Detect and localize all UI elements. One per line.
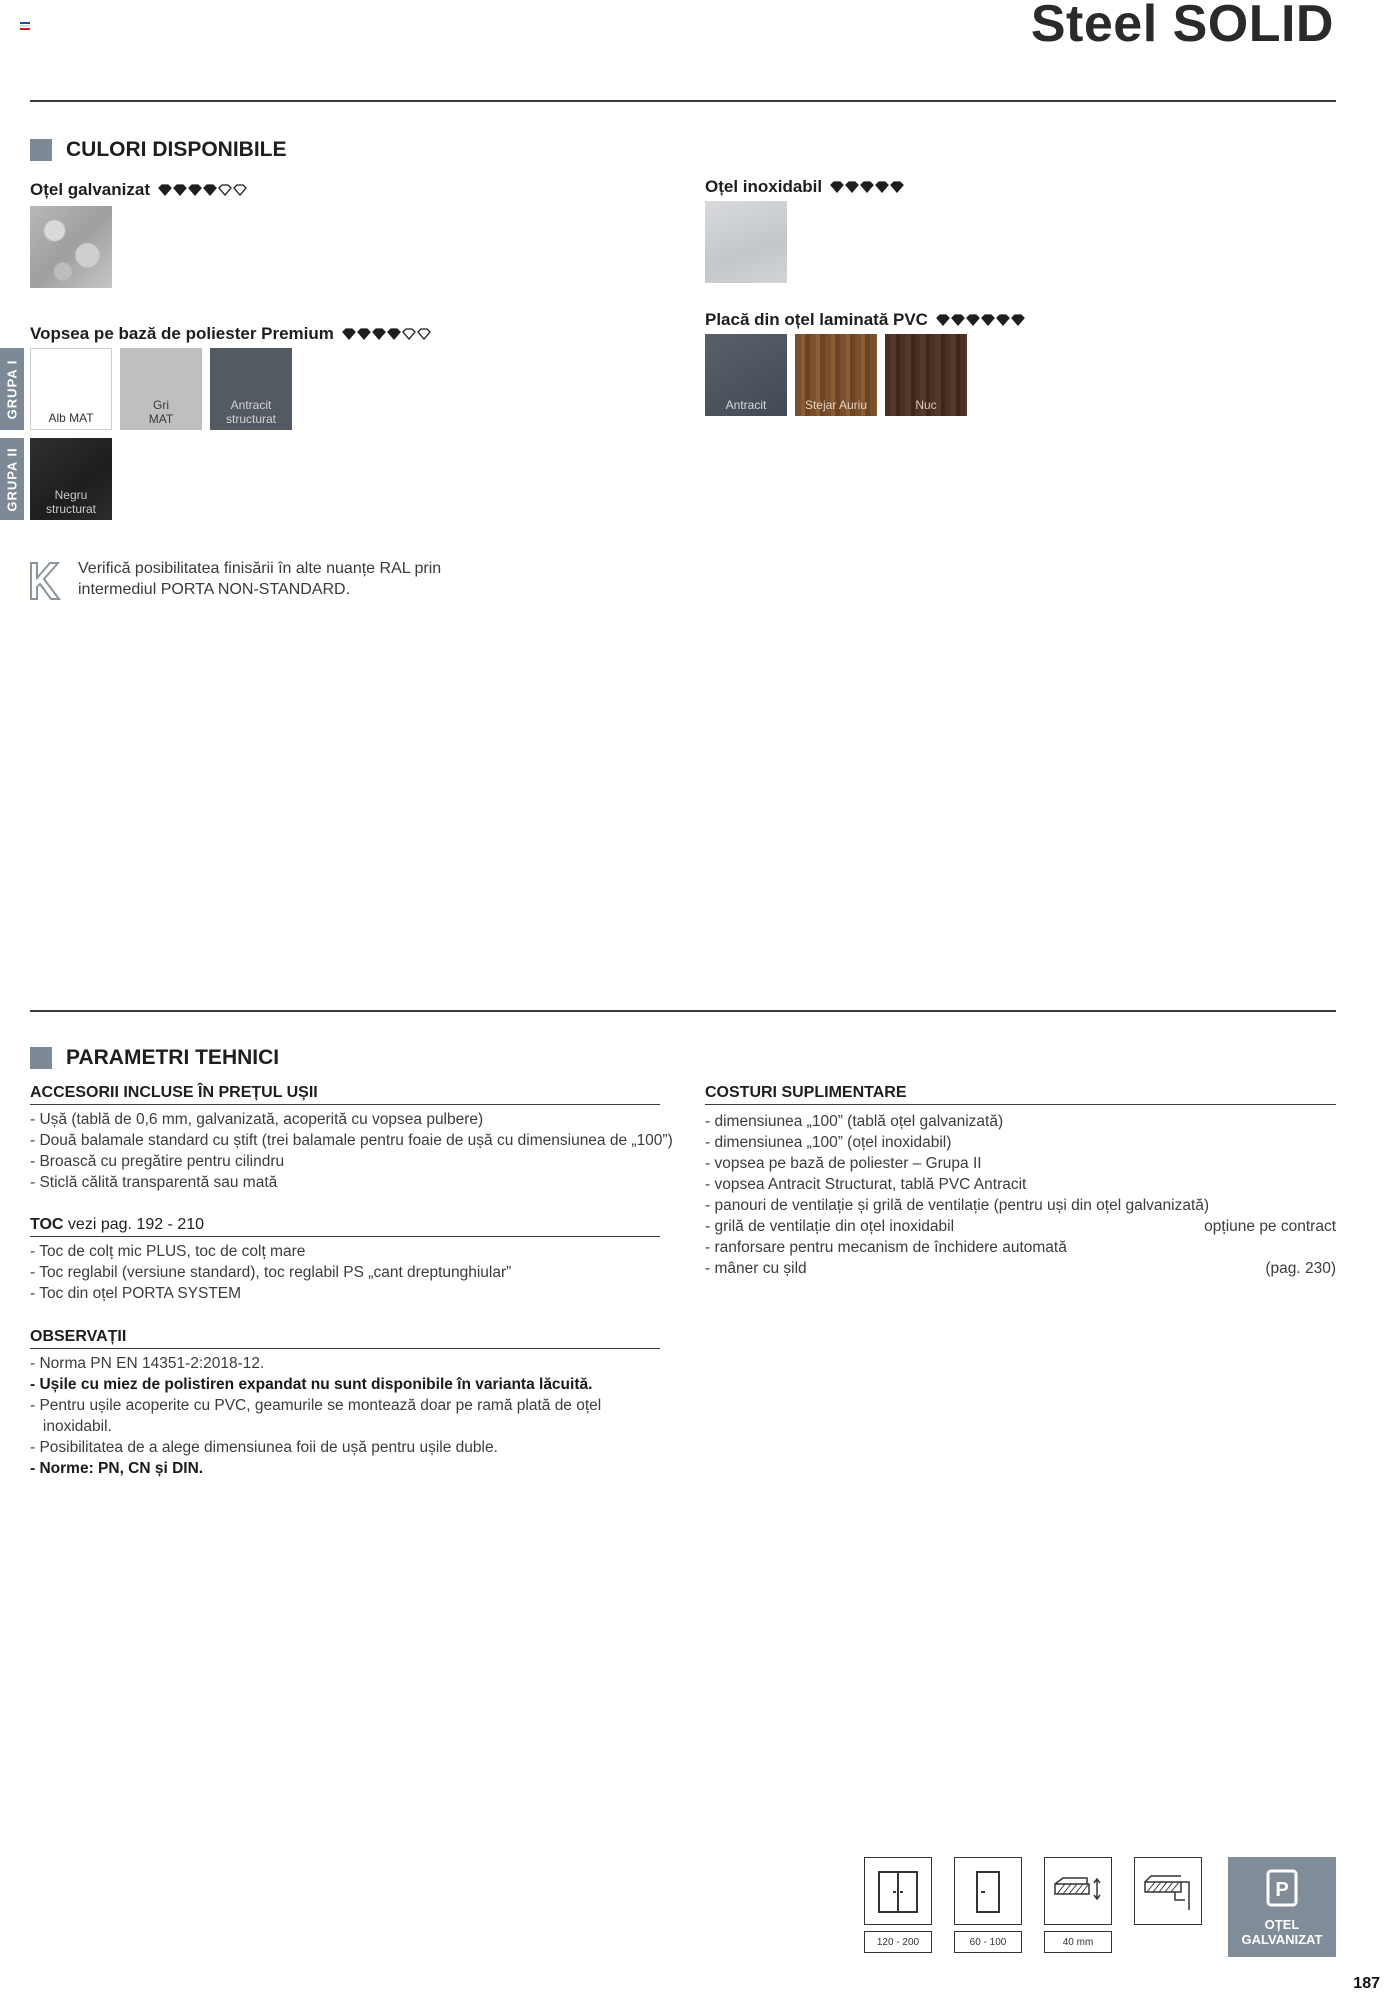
list-item: - ranforsare pentru mecanism de închidere automată bbox=[705, 1239, 1067, 1256]
polyester-label bbox=[30, 324, 432, 344]
accessories-title: ACCESORII INCLUSE ÎN PREȚUL UȘII bbox=[30, 1084, 660, 1105]
list-item bbox=[705, 1258, 1336, 1279]
non-standard-k-icon bbox=[28, 560, 62, 602]
toc-title bbox=[30, 1216, 660, 1237]
diamond-filled-icon bbox=[966, 314, 980, 326]
galvanized-label bbox=[30, 180, 248, 200]
note-line-1: Verifică posibilitatea finisării în alte nuanțe RAL prin bbox=[78, 560, 442, 577]
list-item: inoxidabil. bbox=[30, 1418, 112, 1435]
tech-section-heading bbox=[30, 1046, 279, 1070]
list-item: - Pentru ușile acoperite cu PVC, geamurile se montează doar pe ramă plată de oțel bbox=[30, 1397, 602, 1414]
thickness-caption: 40 mm bbox=[1044, 1931, 1112, 1953]
colors-section-heading bbox=[30, 138, 287, 162]
diamond-filled-icon bbox=[890, 181, 904, 193]
pvc-label bbox=[705, 310, 1026, 330]
single-door-icon bbox=[954, 1857, 1022, 1925]
list-item: - dimensiunea „100” (tablă oțel galvanizată) bbox=[705, 1113, 1004, 1130]
option-contract-text: opțiune pe contract bbox=[1204, 1218, 1336, 1235]
stainless-label-text: Oțel inoxidabil bbox=[705, 177, 823, 196]
toc-block bbox=[30, 1216, 660, 1304]
flag-stripe-blue bbox=[20, 22, 30, 24]
observations-title: OBSERVAȚII bbox=[30, 1328, 660, 1349]
flag-stripe-red bbox=[20, 28, 30, 30]
observations-block bbox=[30, 1328, 660, 1479]
double-door-size-spec bbox=[864, 1857, 932, 1953]
swatch-alb-mat-line1: Alb MAT bbox=[48, 411, 94, 425]
group1-label-text: GRUPA I bbox=[4, 359, 20, 419]
polyester-rating bbox=[342, 328, 432, 340]
section-square-icon bbox=[30, 139, 52, 161]
diamond-filled-icon bbox=[830, 181, 844, 193]
swatch-antracit-line1: Antracit bbox=[230, 398, 272, 412]
swatch-pvc-antracit bbox=[705, 334, 787, 416]
diamond-outline-icon bbox=[402, 328, 416, 340]
pvc-rating bbox=[936, 314, 1026, 326]
double-door-icon bbox=[864, 1857, 932, 1925]
otel-galvanizat-badge bbox=[1228, 1857, 1336, 1957]
door-thickness-icon bbox=[1044, 1857, 1112, 1925]
single-door-caption: 60 - 100 bbox=[954, 1931, 1022, 1953]
otel-badge-line2: GALVANIZAT bbox=[1241, 1932, 1323, 1947]
page-number: 187 bbox=[1353, 1975, 1380, 1992]
swatch-pvc-nuc bbox=[885, 334, 967, 416]
list-item: - panouri de ventilație și grilă de ventilație (pentru uși din oțel galvanizată) bbox=[705, 1197, 1210, 1214]
list-item-text: - grilă de ventilație din oțel inoxidabil bbox=[705, 1218, 955, 1235]
toc-list bbox=[30, 1241, 660, 1304]
accessories-block bbox=[30, 1084, 673, 1193]
diamond-filled-icon bbox=[188, 184, 202, 196]
thickness-spec bbox=[1044, 1857, 1112, 1953]
list-item: - vopsea Antracit Structurat, tablă PVC Antracit bbox=[705, 1176, 1027, 1193]
diamond-outline-icon bbox=[233, 184, 247, 196]
group2-label bbox=[0, 438, 24, 520]
colors-heading-text: CULORI DISPONIBILE bbox=[66, 138, 287, 161]
diamond-filled-icon bbox=[342, 328, 356, 340]
list-item bbox=[705, 1216, 1336, 1237]
group2-label-text: GRUPA II bbox=[4, 446, 20, 512]
page-ref-link[interactable]: (pag. 230) bbox=[1265, 1260, 1336, 1277]
swatch-stainless bbox=[705, 201, 787, 283]
diamond-filled-icon bbox=[996, 314, 1010, 326]
flag-icon bbox=[20, 22, 30, 29]
galvanized-label-text: Oțel galvanizat bbox=[30, 180, 150, 199]
list-item: - Două balamale standard cu știft (trei balamale pentru foaie de ușă cu dimensiunea de „100”) bbox=[30, 1132, 673, 1149]
list-item: - Toc reglabil (versiune standard), toc reglabil PS „cant dreptunghiular” bbox=[30, 1264, 512, 1281]
swatch-antracit-line2: structurat bbox=[225, 412, 276, 426]
observations-list bbox=[30, 1353, 660, 1479]
swatch-antracit-structurat bbox=[210, 348, 292, 430]
porta-logo-icon bbox=[1262, 1867, 1302, 1909]
diamond-filled-icon bbox=[203, 184, 217, 196]
non-standard-note bbox=[78, 558, 498, 600]
list-item: - Toc de colț mic PLUS, toc de colț mare bbox=[30, 1243, 306, 1260]
list-item: - Toc din oțel PORTA SYSTEM bbox=[30, 1285, 242, 1302]
list-item-text: - mâner cu șild bbox=[705, 1260, 807, 1277]
list-item: - Ușă (tablă de 0,6 mm, galvanizată, acoperită cu vopsea pulbere) bbox=[30, 1111, 484, 1128]
tech-heading-text: PARAMETRI TEHNICI bbox=[66, 1046, 280, 1069]
list-item: - Sticlă călită transparentă sau mată bbox=[30, 1174, 278, 1191]
swatch-negru-structurat bbox=[30, 438, 112, 520]
swatch-alb-mat bbox=[30, 348, 112, 430]
diamond-filled-icon bbox=[951, 314, 965, 326]
diamond-filled-icon bbox=[860, 181, 874, 193]
group1-label bbox=[0, 348, 24, 430]
diamond-filled-icon bbox=[1011, 314, 1025, 326]
frame-profile-icon bbox=[1134, 1857, 1202, 1925]
toc-title-link[interactable]: vezi pag. 192 - 210 bbox=[63, 1216, 205, 1233]
single-door-size-spec bbox=[954, 1857, 1022, 1953]
diamond-outline-icon bbox=[218, 184, 232, 196]
swatch-gri-mat bbox=[120, 348, 202, 430]
swatch-pvc-antracit-text: Antracit bbox=[725, 398, 767, 412]
list-item: - Ușile cu miez de polistiren expandat nu sunt disponibile în varianta lăcuită. bbox=[30, 1376, 593, 1393]
list-item: - Norme: PN, CN și DIN. bbox=[30, 1460, 204, 1477]
flag-stripe-white bbox=[20, 25, 30, 27]
swatch-negru-line1: Negru bbox=[54, 488, 88, 502]
frame-profile-spec bbox=[1134, 1857, 1202, 1925]
list-item: - vopsea pe bază de poliester – Grupa II bbox=[705, 1155, 982, 1172]
diamond-filled-icon bbox=[357, 328, 371, 340]
otel-badge-line1: OȚEL bbox=[1264, 1917, 1300, 1932]
stainless-rating bbox=[830, 181, 905, 193]
toc-title-bold: TOC bbox=[30, 1216, 64, 1233]
top-divider bbox=[30, 100, 1336, 102]
page-title: Steel SOLID bbox=[1030, 0, 1334, 53]
diamond-filled-icon bbox=[387, 328, 401, 340]
polyester-label-text: Vopsea pe bază de poliester Premium bbox=[30, 324, 334, 343]
list-item: - Broască cu pregătire pentru cilindru bbox=[30, 1153, 285, 1170]
swatch-negru-line2: structurat bbox=[45, 502, 96, 516]
diamond-outline-icon bbox=[417, 328, 431, 340]
diamond-filled-icon bbox=[875, 181, 889, 193]
section-square-icon bbox=[30, 1047, 52, 1069]
note-line-2: intermediul PORTA NON-STANDARD. bbox=[78, 581, 351, 598]
diamond-filled-icon bbox=[936, 314, 950, 326]
extra-costs-title: COSTURI SUPLIMENTARE bbox=[705, 1084, 1336, 1105]
accessories-list bbox=[30, 1109, 673, 1193]
diamond-filled-icon bbox=[158, 184, 172, 196]
swatch-gri-mat-line1: Gri bbox=[152, 398, 169, 412]
porta-logo-letter: P bbox=[1275, 1879, 1289, 1901]
extra-costs-list bbox=[705, 1111, 1336, 1279]
swatch-gri-mat-line2: MAT bbox=[148, 412, 174, 426]
swatch-pvc-nuc-text: Nuc bbox=[915, 398, 937, 412]
swatch-pvc-stejar-auriu bbox=[795, 334, 877, 416]
tech-divider bbox=[30, 1010, 1336, 1012]
list-item: - Norma PN EN 14351-2:2018-12. bbox=[30, 1355, 265, 1372]
pvc-label-text: Placă din oțel laminată PVC bbox=[705, 310, 928, 329]
double-door-caption: 120 - 200 bbox=[864, 1931, 932, 1953]
diamond-filled-icon bbox=[845, 181, 859, 193]
diamond-filled-icon bbox=[173, 184, 187, 196]
diamond-filled-icon bbox=[372, 328, 386, 340]
extra-costs-block bbox=[705, 1084, 1336, 1279]
list-item: - Posibilitatea de a alege dimensiunea foii de ușă pentru ușile duble. bbox=[30, 1439, 498, 1456]
list-item: - dimensiunea „100” (oțel inoxidabil) bbox=[705, 1134, 952, 1151]
stainless-label bbox=[705, 177, 905, 197]
swatch-pvc-stejar-text: Stejar Auriu bbox=[804, 398, 868, 412]
swatch-galvanized bbox=[30, 206, 112, 288]
diamond-filled-icon bbox=[981, 314, 995, 326]
galvanized-rating bbox=[158, 184, 248, 196]
